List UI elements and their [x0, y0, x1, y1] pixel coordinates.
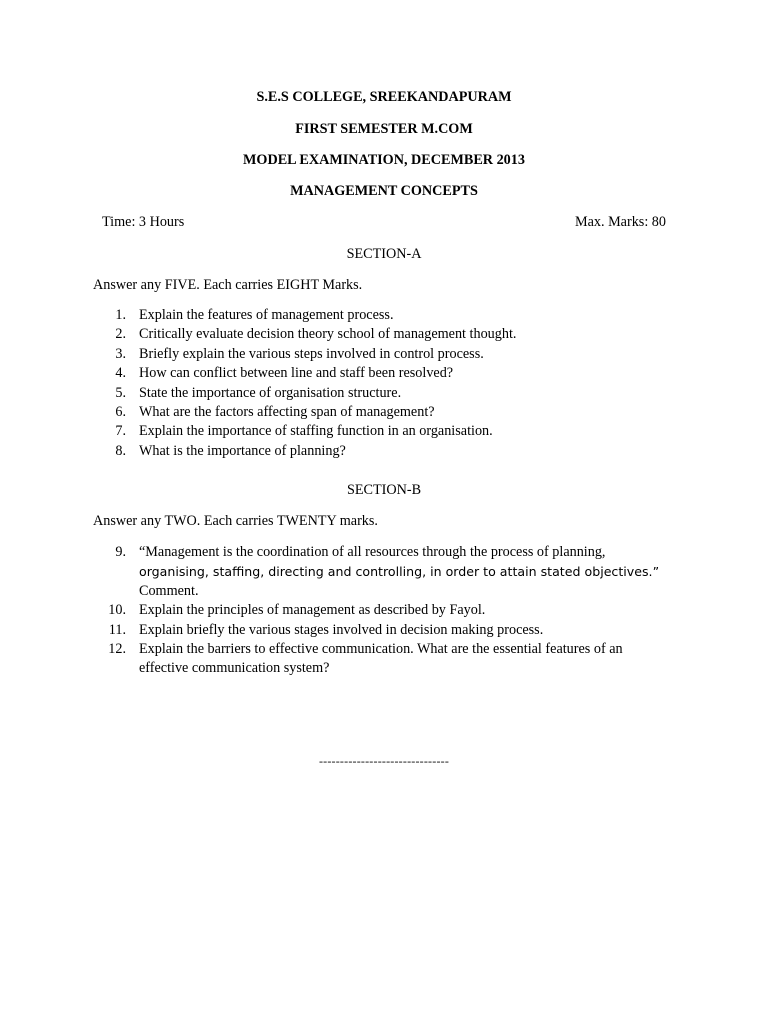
- question-item: [0, 601, 768, 620]
- question-number: 12.: [108, 640, 126, 657]
- section-a-question-list: [0, 306, 768, 461]
- question-number: 3.: [115, 345, 126, 362]
- question-item: [0, 543, 768, 562]
- question-text: Briefly explain the various steps involved in control process.: [139, 345, 484, 362]
- question-item: [0, 384, 768, 403]
- exam-title: MODEL EXAMINATION, DECEMBER 2013: [243, 152, 525, 168]
- question-text: State the importance of organisation structure.: [139, 384, 402, 401]
- question-item: [0, 621, 768, 640]
- section-a-instruction: Answer any FIVE. Each carries EIGHT Marks.: [93, 277, 363, 293]
- question-number: 10.: [108, 602, 126, 619]
- section-b-instruction: Answer any TWO. Each carries TWENTY marks.: [93, 513, 378, 529]
- max-marks-label: Max. Marks: 80: [574, 214, 666, 230]
- question-text: Explain the barriers to effective communication. What are the essential features of an: [139, 640, 623, 657]
- question-text: Explain the principles of management as described by Fayol.: [139, 602, 486, 619]
- question-item: [0, 403, 768, 422]
- question-continuation: [0, 582, 768, 601]
- question-text: What are the factors affecting span of management?: [139, 403, 435, 420]
- question-continuation: [0, 562, 768, 581]
- question-text: effective communication system?: [139, 660, 330, 677]
- question-text: What is the importance of planning?: [139, 442, 346, 459]
- question-item: [0, 422, 768, 441]
- question-text: Critically evaluate decision theory school of management thought.: [139, 326, 517, 343]
- college-name: S.E.S COLLEGE, SREEKANDAPURAM: [256, 89, 512, 105]
- question-number: 6.: [115, 403, 126, 420]
- question-number: 8.: [115, 442, 126, 459]
- question-item: [0, 640, 768, 659]
- question-item: [0, 442, 768, 461]
- question-item: [0, 325, 768, 344]
- end-divider: -------------------------------: [318, 754, 450, 768]
- section-a-heading: SECTION-A: [346, 246, 422, 262]
- question-item: [0, 345, 768, 364]
- question-text: Explain briefly the various stages involved in decision making process.: [139, 621, 544, 638]
- question-text: “Management is the coordination of all resources through the process of planning,: [139, 544, 606, 560]
- question-number: 11.: [108, 621, 126, 638]
- question-continuation: [0, 659, 768, 678]
- question-number: 7.: [115, 423, 126, 440]
- semester-title: FIRST SEMESTER M.COM: [295, 121, 473, 137]
- question-text: How can conflict between line and staff been resolved?: [139, 365, 454, 382]
- section-b-heading: SECTION-B: [346, 482, 422, 498]
- question-text: Comment.: [139, 582, 199, 599]
- question-number: 5.: [115, 384, 126, 401]
- question-item: [0, 306, 768, 325]
- question-number: 2.: [115, 326, 126, 343]
- question-text: Explain the importance of staffing function in an organisation.: [139, 423, 493, 440]
- question-text: organising, staffing, directing and controlling, in order to attain stated objectives.”: [139, 564, 660, 580]
- question-number: 1.: [115, 307, 126, 323]
- question-text: Explain the features of management process.: [139, 307, 394, 323]
- question-number: 9.: [115, 544, 126, 560]
- question-number: 4.: [115, 365, 126, 382]
- subject-title: MANAGEMENT CONCEPTS: [290, 183, 478, 199]
- section-b-question-list: [0, 543, 768, 679]
- time-label: Time: 3 Hours: [102, 214, 185, 230]
- question-item: [0, 364, 768, 383]
